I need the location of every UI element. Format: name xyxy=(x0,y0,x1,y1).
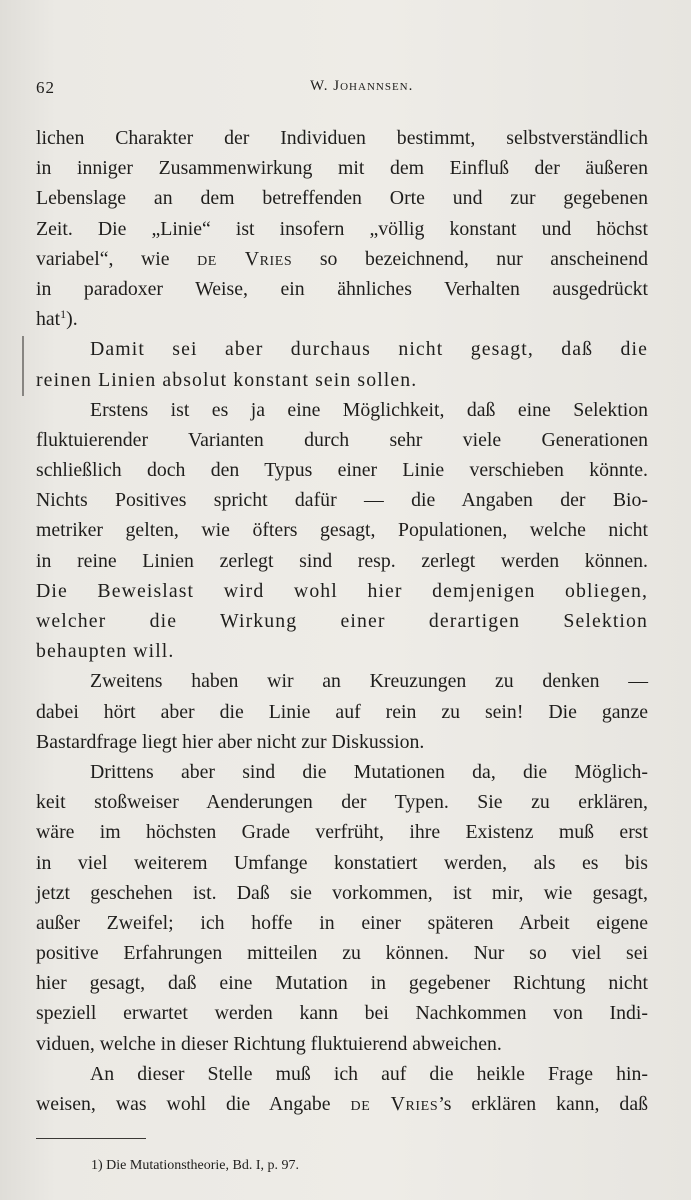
text-line: in reine Linien zerlegt sind resp. zerlegt werden können. xyxy=(36,549,648,572)
text-line: Erstens ist es ja eine Möglichkeit, daß eine Selektion xyxy=(90,398,648,421)
text-line: Bastardfrage liegt hier aber nicht zur Diskussion. xyxy=(36,730,425,753)
text-line: Nichts Positives spricht dafür — die Angaben der Bio- xyxy=(36,489,648,512)
body-text xyxy=(36,123,648,1119)
text-line xyxy=(36,304,648,334)
text-line: metriker gelten, wie öfters gesagt, Populationen, welche nicht xyxy=(36,519,648,542)
text-line xyxy=(36,244,648,274)
text-line: in viel weiterem Umfange konstatiert werden, als es bis xyxy=(36,851,648,874)
text-line: wäre im höchsten Grade verfrüht, ihre Existenz muß erst xyxy=(36,821,648,844)
text-segment: weisen, was wohl die Angabe xyxy=(36,1093,351,1115)
page-number: 62 xyxy=(36,78,55,97)
text-line: lichen Charakter der Individuen bestimmt, selbstverständlich xyxy=(36,127,648,149)
text-segment: hat xyxy=(36,308,61,331)
text-segment: variabel“, wie xyxy=(36,247,198,270)
text-line: Zweitens haben wir an Kreuzungen zu denken — xyxy=(90,670,648,693)
text-segment: so bezeichnend, nur anscheinend xyxy=(292,247,648,270)
text-line: positive Erfahrungen mitteilen zu können. Nur so viel sei xyxy=(36,942,648,965)
text-line: speziell erwartet werden kann bei Nachkommen von Indi- xyxy=(36,1002,648,1025)
text-line: Zeit. Die „Linie“ ist insofern „völlig konstant und höchst xyxy=(36,217,648,240)
text-segment: ). xyxy=(66,308,78,331)
text-line: schließlich doch den Typus einer Linie verschieben könnte. xyxy=(36,459,648,482)
footnote-rule xyxy=(36,1138,146,1139)
text-line: Lebenslage an dem betreffenden Orte und zur gegebenen xyxy=(36,187,648,210)
footnote-ref: 1 xyxy=(60,307,67,322)
author-name: de Vries xyxy=(350,1093,439,1115)
text-line: Die Beweislast wird wohl hier demjenigen obliegen, xyxy=(36,579,648,602)
text-line: in paradoxer Weise, ein ähnliches Verhalten ausgedrückt xyxy=(36,277,648,300)
margin-mark xyxy=(22,336,24,396)
text-line: viduen, welche in dieser Richtung fluktuierend abweichen. xyxy=(36,1032,502,1055)
running-head: W. Johannsen. xyxy=(310,78,414,94)
text-line: jetzt geschehen ist. Daß sie vorkommen, ist mir, wie gesagt, xyxy=(36,881,648,904)
text-line: außer Zweifel; ich hoffe in einer späteren Arbeit eigene xyxy=(36,911,648,934)
text-line: Damit sei aber durchaus nicht gesagt, daß die xyxy=(90,338,648,361)
text-line: Drittens aber sind die Mutationen da, die Möglich- xyxy=(90,760,648,783)
page-header xyxy=(36,78,648,102)
text-line: reinen Linien absolut konstant sein sollen. xyxy=(36,368,418,391)
author-name: de Vries xyxy=(197,247,293,270)
text-line: keit stoßweiser Aenderungen der Typen. Sie zu erklären, xyxy=(36,791,648,814)
text-line: dabei hört aber die Linie auf rein zu sein! Die ganze xyxy=(36,700,648,723)
text-line: in inniger Zusammenwirkung mit dem Einfluß der äußeren xyxy=(36,157,648,180)
text-line: behaupten will. xyxy=(36,640,175,663)
text-line: welcher die Wirkung einer derartigen Selektion xyxy=(36,610,648,632)
text-line: fluktuierender Varianten durch sehr viele Generationen xyxy=(36,428,648,451)
text-line: An dieser Stelle muß ich auf die heikle Frage hin- xyxy=(90,1062,648,1085)
text-segment: ’s erklären kann, daß xyxy=(438,1093,648,1115)
footnote: 1) Die Mutationstheorie, Bd. I, p. 97. xyxy=(91,1158,300,1173)
text-line xyxy=(36,1089,648,1119)
text-line: hier gesagt, daß eine Mutation in gegebener Richtung nicht xyxy=(36,972,648,995)
